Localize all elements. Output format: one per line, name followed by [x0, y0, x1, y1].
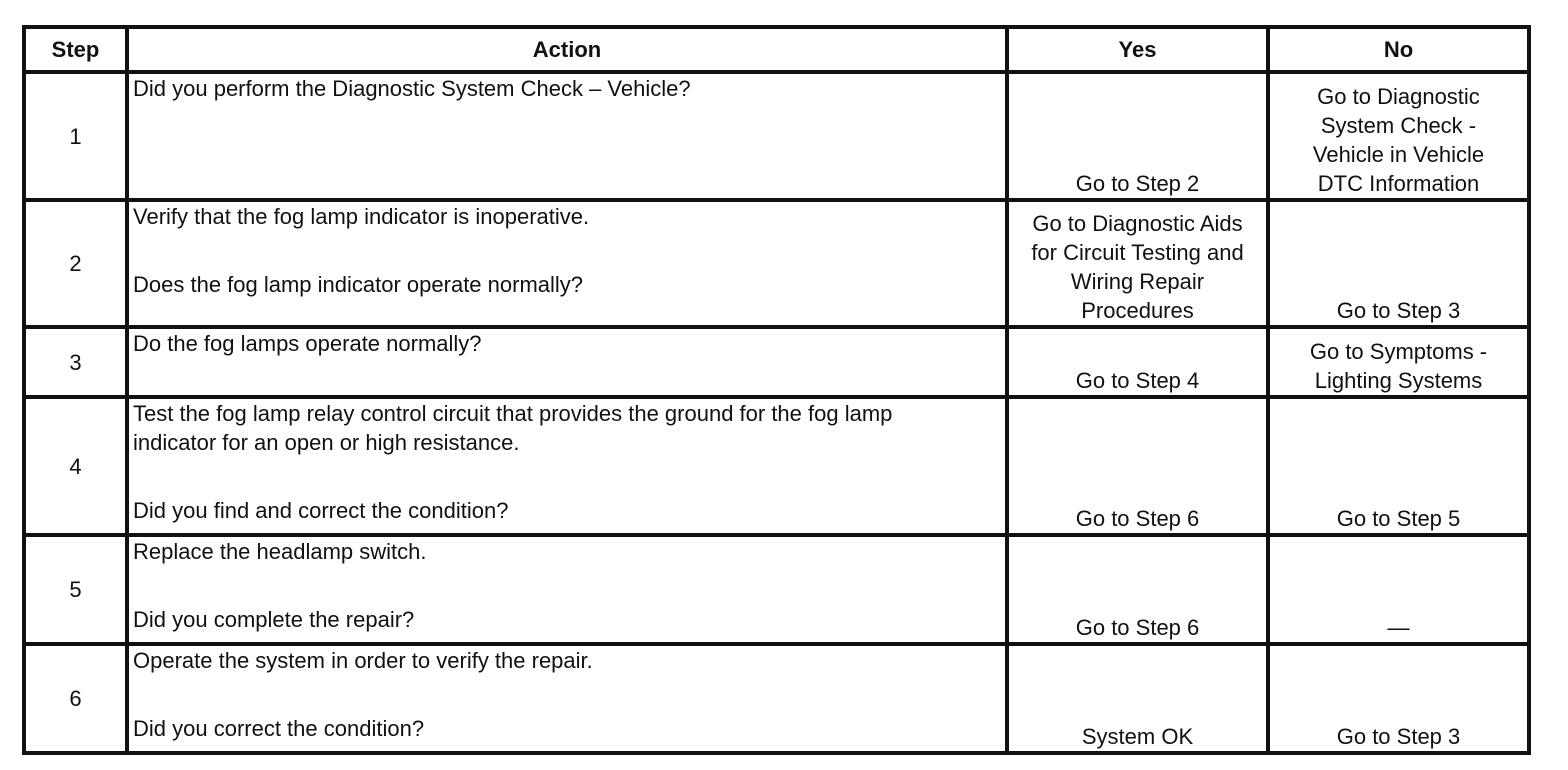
yes-cell: Go to Step 6 [1007, 535, 1268, 644]
header-step: Step [24, 27, 127, 72]
yes-text-line: Go to Diagnostic Aids [1032, 211, 1243, 236]
diagnostic-table-container [22, 25, 1527, 755]
action-cell [127, 644, 1007, 753]
no-text-line: Lighting Systems [1314, 368, 1483, 393]
yes-text-line: Procedures [1081, 298, 1194, 323]
table-row [24, 327, 1529, 397]
action-question: Did you find and correct the condition? [133, 498, 509, 523]
action-text: Operate the system in order to verify the repair. [133, 648, 593, 673]
no-text-line: DTC Information [1317, 171, 1480, 196]
table-row [24, 200, 1529, 327]
yes-cell: Go to Step 4 [1007, 327, 1268, 397]
step-number: 6 [24, 644, 127, 753]
action-cell [127, 535, 1007, 644]
no-cell: — [1268, 535, 1529, 644]
action-text: indicator for an open or high resistance. [133, 430, 520, 455]
action-text: Did you perform the Diagnostic System Check – Vehicle? [133, 76, 691, 101]
table-row [24, 644, 1529, 753]
yes-cell: System OK [1007, 644, 1268, 753]
table-row [24, 72, 1529, 200]
spacer [133, 457, 1001, 496]
action-question: Did you complete the repair? [133, 607, 415, 632]
header-row [24, 27, 1529, 72]
no-text-line: System Check - [1320, 113, 1477, 138]
action-cell [127, 327, 1007, 397]
spacer [133, 231, 1001, 270]
action-text: Do the fog lamps operate normally? [133, 331, 482, 356]
action-cell [127, 397, 1007, 535]
no-cell: Go to Step 5 [1268, 397, 1529, 535]
yes-text-line: Wiring Repair [1070, 269, 1205, 294]
action-cell [127, 72, 1007, 200]
table-row [24, 397, 1529, 535]
yes-cell: Go to Step 2 [1007, 72, 1268, 200]
step-number: 4 [24, 397, 127, 535]
no-text-line: Go to Diagnostic [1317, 84, 1480, 109]
step-number: 1 [24, 72, 127, 200]
header-yes: Yes [1007, 27, 1268, 72]
step-number: 3 [24, 327, 127, 397]
action-text: Test the fog lamp relay control circuit that provides the ground for the fog lamp [133, 401, 893, 426]
yes-cell [1007, 200, 1268, 327]
action-text: Verify that the fog lamp indicator is inoperative. [133, 204, 590, 229]
table-row [24, 535, 1529, 644]
step-number: 2 [24, 200, 127, 327]
action-text: Replace the headlamp switch. [133, 539, 427, 564]
step-number: 5 [24, 535, 127, 644]
diagnostic-table [22, 25, 1531, 755]
header-no: No [1268, 27, 1529, 72]
action-question: Did you correct the condition? [133, 716, 425, 741]
yes-text-line: for Circuit Testing and [1031, 240, 1244, 265]
action-cell [127, 200, 1007, 327]
spacer [133, 566, 1001, 605]
no-cell: Go to Step 3 [1268, 644, 1529, 753]
action-question: Does the fog lamp indicator operate normally? [133, 272, 584, 297]
no-text-line: Go to Symptoms - [1309, 339, 1488, 364]
spacer [133, 675, 1001, 714]
header-action: Action [127, 27, 1007, 72]
no-cell [1268, 327, 1529, 397]
no-cell: Go to Step 3 [1268, 200, 1529, 327]
no-cell [1268, 72, 1529, 200]
yes-cell: Go to Step 6 [1007, 397, 1268, 535]
no-text-line: Vehicle in Vehicle [1312, 142, 1485, 167]
